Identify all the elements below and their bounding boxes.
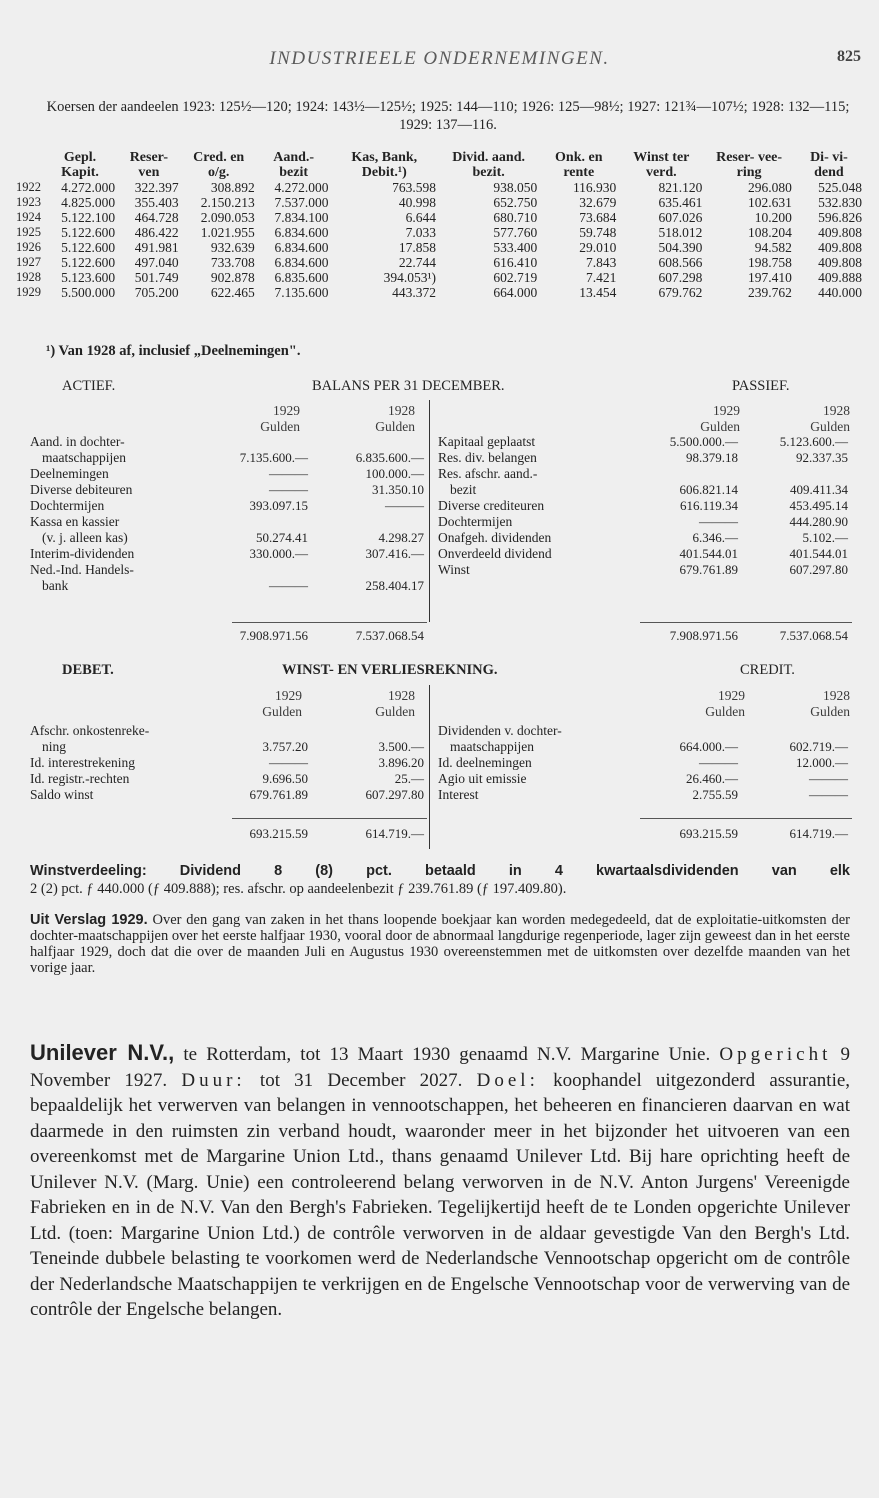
- actief-label-cont: bank: [42, 578, 69, 593]
- passief-label: Kapitaal geplaatst: [438, 434, 536, 449]
- balans-actief-unit-b: Gulden: [375, 419, 415, 434]
- actief-amount-a: 393.097.15: [249, 498, 308, 513]
- history-row: [14, 240, 864, 255]
- winst-credit-year-b: 1928: [823, 688, 850, 703]
- history-cell: 409.888: [818, 270, 862, 285]
- passief-label: Res. div. belangen: [438, 450, 537, 465]
- history-cell: 5.122.600: [61, 225, 116, 240]
- debet-amount-b: 25.—: [394, 771, 424, 786]
- credit-label: Dividenden v. dochter-: [438, 723, 562, 738]
- opgericht-value: 9 November 1927.: [30, 1044, 850, 1091]
- history-cell: 10.200: [754, 210, 792, 225]
- history-cell: 464.728: [134, 210, 179, 225]
- passief-label: Onafgeh. dividenden: [438, 530, 552, 545]
- history-cell: 443.372: [392, 285, 436, 300]
- history-cell: 7.537.000: [274, 195, 329, 210]
- debet-total-b: 614.719.—: [365, 826, 424, 841]
- history-table: [14, 150, 864, 300]
- winstverdeeling: [30, 862, 850, 898]
- actief-amount-a: ———: [269, 578, 308, 593]
- share-prices-text: Koersen der aandeelen 1923: 125½—120; 1924: 143½—125½; 1925: 144—110; 1926: 125—98½; 1927: 121¾—107½; 1928: 132—115; 1929: 137—116.: [46, 99, 850, 133]
- credit-amount-a: ———: [699, 755, 738, 770]
- history-cell: 6.834.600: [274, 255, 329, 270]
- history-year-cell: 1928: [16, 270, 41, 284]
- actief-amount-b: 100.000.—: [365, 466, 424, 481]
- passief-label-cont: bezit: [450, 482, 477, 497]
- history-cell: 40.998: [398, 195, 436, 210]
- history-cell: 607.298: [658, 270, 703, 285]
- debet-amount-a: 3.757.20: [262, 739, 308, 754]
- history-column-header: Divid. aand. bezit.: [452, 150, 525, 180]
- actief-label: Dochtermijen: [30, 498, 105, 513]
- history-cell: 308.892: [210, 180, 255, 195]
- history-cell: 596.826: [818, 210, 862, 225]
- company-location: te Rotterdam, tot 13 Maart 1930 genaamd N.V. Margarine Unie.: [183, 1044, 711, 1065]
- history-cell: 504.390: [658, 240, 703, 255]
- history-column-header: Reser- vee- ring: [716, 150, 783, 180]
- passief-amount-a: ———: [699, 514, 738, 529]
- actief-amount-b: 6.835.600.—: [355, 450, 424, 465]
- history-column-header: Kas, Bank, Debit.¹): [351, 150, 418, 180]
- history-footnote: ¹) Van 1928 af, inclusief „Deelnemingen".: [46, 343, 301, 359]
- history-column-header: Onk. en rente: [555, 150, 603, 180]
- history-year-cell: 1922: [16, 180, 41, 194]
- winst-debet-unit-a: Gulden: [262, 704, 302, 719]
- debet-title: DEBET.: [62, 662, 114, 678]
- history-cell: 322.397: [134, 180, 179, 195]
- credit-amount-b: ———: [809, 771, 848, 786]
- history-cell: 73.684: [579, 210, 617, 225]
- credit-total-rule: [640, 818, 852, 819]
- history-cell: 1.021.955: [200, 225, 255, 240]
- history-cell: 2.090.053: [200, 210, 255, 225]
- passief-total-a: 7.908.971.56: [669, 628, 738, 643]
- passief-amount-b: 453.495.14: [789, 498, 848, 513]
- duur-label: Duur:: [181, 1069, 246, 1091]
- winst-credit-unit-a: Gulden: [705, 704, 745, 719]
- history-cell: 4.272.000: [274, 180, 329, 195]
- verslag-text: Over den gang van zaken in het thans loopende boekjaar kan worden medegedeeld, dat de exploitatie-uitkomsten der dochter-maatschappijen over het eerste halfjaar 1930, vooral door de abnormaal langdurige regenperiode, lager zijn geweest dan in het eerste halfjaar 1929, doch dat die over de maanden Juli en Augustus 1930 overeenstemmen met de uitkomsten over dezelfde maanden van het vorige jaar.: [30, 912, 851, 976]
- actief-label: Ned.-Ind. Handels-: [30, 562, 134, 577]
- actief-label: Aand. in dochter-: [30, 434, 125, 449]
- passief-amount-a: 98.379.18: [686, 450, 738, 465]
- credit-label-cont: maatschappijen: [450, 739, 534, 754]
- debet-amount-a: 9.696.50: [262, 771, 308, 786]
- actief-amount-b: ———: [385, 498, 424, 513]
- history-cell: 22.744: [398, 255, 436, 270]
- history-year-cell: 1927: [16, 255, 41, 269]
- history-cell: 116.930: [572, 180, 617, 195]
- history-cell: 5.123.600: [61, 270, 116, 285]
- passief-total-b: 7.537.068.54: [779, 628, 848, 643]
- winst-title: WINST- EN VERLIESREKNING.: [282, 662, 498, 678]
- history-cell: 821.120: [658, 180, 703, 195]
- history-cell: 652.750: [493, 195, 538, 210]
- winstverdeeling-rest: 2 (2) pct. ƒ 440.000 (ƒ 409.888); res. afschr. op aandeelenbezit ƒ 239.761.89 (ƒ 197.409.80).: [30, 881, 567, 897]
- history-column-header: Cred. en o/g.: [193, 150, 245, 180]
- history-cell: 108.204: [747, 225, 792, 240]
- history-cell: 622.465: [210, 285, 255, 300]
- debet-label: Saldo winst: [30, 787, 94, 802]
- passief-amount-a: 606.821.14: [679, 482, 738, 497]
- history-cell: 679.762: [658, 285, 703, 300]
- history-cell: 7.843: [585, 255, 617, 270]
- debet-label: Id. interestrekening: [30, 755, 135, 770]
- history-cell: 409.808: [818, 240, 862, 255]
- winst-divider: [429, 685, 430, 849]
- history-cell: 705.200: [134, 285, 179, 300]
- actief-amount-b: 4.298.27: [378, 530, 424, 545]
- history-cell: 5.122.600: [61, 240, 116, 255]
- actief-label-cont: maatschappijen: [42, 450, 126, 465]
- history-cell: 608.566: [658, 255, 703, 270]
- actief-label: Deelnemingen: [30, 466, 109, 481]
- history-cell: 6.834.600: [274, 240, 329, 255]
- passief-amount-b: 5.102.—: [802, 530, 848, 545]
- history-cell: 7.033: [405, 225, 436, 240]
- debet-label: Afschr. onkostenreke-: [30, 723, 150, 738]
- passief-amount-a: 679.761.89: [679, 562, 738, 577]
- history-cell: 607.026: [658, 210, 703, 225]
- history-column-header: Aand.- bezit: [273, 150, 315, 180]
- actief-total-rule: [232, 622, 427, 623]
- history-cell: 6.644: [405, 210, 436, 225]
- balans-title: BALANS PER 31 DECEMBER.: [312, 378, 505, 394]
- actief-amount-a: ———: [269, 482, 308, 497]
- history-cell: 239.762: [747, 285, 792, 300]
- passief-amount-b: 607.297.80: [789, 562, 848, 577]
- history-cell: 6.835.600: [274, 270, 329, 285]
- history-row: [14, 225, 864, 240]
- debet-total-a: 693.215.59: [249, 826, 308, 841]
- history-cell: 486.422: [134, 225, 179, 240]
- winst-debet-unit-b: Gulden: [375, 704, 415, 719]
- history-cell: 635.461: [658, 195, 703, 210]
- history-cell: 491.981: [134, 240, 179, 255]
- passief-amount-b: 5.123.600.—: [779, 434, 848, 449]
- history-cell: 602.719: [493, 270, 538, 285]
- history-row: [14, 270, 864, 285]
- passief-amount-a: 616.119.34: [679, 498, 738, 513]
- actief-amount-a: 330.000.—: [249, 546, 308, 561]
- actief-amount-b: 307.416.—: [365, 546, 424, 561]
- winst-credit-unit-b: Gulden: [810, 704, 850, 719]
- credit-amount-a: 26.460.—: [686, 771, 738, 786]
- credit-total-b: 614.719.—: [789, 826, 848, 841]
- history-column-header: Winst ter verd.: [633, 150, 690, 180]
- balans-actief-year-b: 1928: [388, 403, 415, 418]
- winst-debet-year-b: 1928: [388, 688, 415, 703]
- history-cell: 4.825.000: [61, 195, 116, 210]
- history-cell: 680.710: [493, 210, 538, 225]
- debet-amount-b: 3.500.—: [378, 739, 424, 754]
- passief-amount-b: 92.337.35: [796, 450, 848, 465]
- history-cell: 198.758: [747, 255, 792, 270]
- passief-label: Diverse crediteuren: [438, 498, 545, 513]
- history-cell: 763.598: [392, 180, 436, 195]
- history-cell: 2.150.213: [200, 195, 255, 210]
- debet-label-cont: ning: [42, 739, 67, 754]
- passief-label: Onverdeeld dividend: [438, 546, 552, 561]
- balans-actief-year-a: 1929: [273, 403, 300, 418]
- balans-passief-year-b: 1928: [823, 403, 850, 418]
- actief-amount-a: 50.274.41: [256, 530, 308, 545]
- balans-passief-year-a: 1929: [713, 403, 740, 418]
- history-cell: 7.834.100: [274, 210, 329, 225]
- history-cell: 532.830: [818, 195, 862, 210]
- history-column-header: Reser- ven: [129, 150, 169, 180]
- history-year-cell: 1924: [16, 210, 41, 224]
- history-cell: 394.053¹): [383, 270, 436, 285]
- passief-amount-a: 5.500.000.—: [669, 434, 738, 449]
- debet-amount-b: 3.896.20: [378, 755, 424, 770]
- verslag-label: Uit Verslag 1929.: [30, 912, 148, 928]
- history-row: [14, 255, 864, 270]
- history-year-cell: 1923: [16, 195, 41, 209]
- history-cell: 6.834.600: [274, 225, 329, 240]
- history-cell: 29.010: [579, 240, 617, 255]
- credit-label: Id. deelnemingen: [438, 755, 532, 770]
- doel-label: Doel:: [476, 1069, 539, 1091]
- history-cell: 440.000: [818, 285, 862, 300]
- running-header: INDUSTRIEELE ONDERNEMINGEN.: [269, 48, 610, 69]
- actief-amount-b: 258.404.17: [365, 578, 424, 593]
- actief-total-b: 7.537.068.54: [355, 628, 424, 643]
- history-cell: 4.272.000: [61, 180, 116, 195]
- history-column-header: [14, 150, 43, 180]
- page-number: 825: [837, 48, 861, 65]
- history-cell: 902.878: [210, 270, 255, 285]
- history-row: [14, 195, 864, 210]
- history-row: [14, 285, 864, 300]
- credit-title: CREDIT.: [740, 662, 795, 678]
- history-cell: 355.403: [134, 195, 179, 210]
- history-cell: 197.410: [747, 270, 792, 285]
- passief-label: Dochtermijen: [438, 514, 513, 529]
- credit-amount-b: ———: [809, 787, 848, 802]
- credit-label: Interest: [438, 787, 479, 802]
- history-cell: 102.631: [747, 195, 792, 210]
- winst-credit-year-a: 1929: [718, 688, 745, 703]
- balans-divider: [429, 400, 430, 622]
- history-cell: 501.749: [134, 270, 179, 285]
- history-cell: 17.858: [398, 240, 436, 255]
- history-header-row: [14, 150, 864, 180]
- balans-passief-unit-b: Gulden: [810, 419, 850, 434]
- credit-amount-a: 2.755.59: [692, 787, 738, 802]
- history-cell: 518.012: [658, 225, 703, 240]
- passief-amount-a: 6.346.—: [692, 530, 738, 545]
- history-year-cell: 1926: [16, 240, 41, 254]
- passief-amount-b: 444.280.90: [789, 514, 848, 529]
- history-cell: 5.500.000: [61, 285, 116, 300]
- verslag-paragraph: [30, 912, 850, 976]
- history-cell: 733.708: [210, 255, 255, 270]
- opgericht-label: Opgericht: [719, 1044, 832, 1065]
- debet-label: Id. registr.-rechten: [30, 771, 130, 786]
- debet-amount-a: ———: [269, 755, 308, 770]
- winstverdeeling-lead: Winstverdeeling: Dividend 8 (8) pct. betaald in 4 kwartaalsdividenden van elk: [30, 863, 850, 879]
- passief-title: PASSIEF.: [732, 378, 790, 394]
- debet-total-rule: [232, 818, 427, 819]
- history-cell: 13.454: [579, 285, 617, 300]
- history-cell: 59.748: [579, 225, 617, 240]
- history-row: [14, 210, 864, 225]
- history-cell: 94.582: [754, 240, 792, 255]
- actief-label: Kassa en kassier: [30, 514, 120, 529]
- history-cell: 938.050: [493, 180, 538, 195]
- history-cell: 533.400: [493, 240, 538, 255]
- credit-total-a: 693.215.59: [679, 826, 738, 841]
- history-year-cell: 1925: [16, 225, 41, 239]
- history-year-cell: 1929: [16, 285, 41, 299]
- balans-passief-unit-a: Gulden: [700, 419, 740, 434]
- balans-actief-unit-a: Gulden: [260, 419, 300, 434]
- passief-label: Winst: [438, 562, 470, 577]
- actief-title: ACTIEF.: [62, 378, 116, 394]
- passief-label: Res. afschr. aand.-: [438, 466, 538, 481]
- passief-amount-b: 409.411.34: [789, 482, 848, 497]
- company-name: Unilever N.V.,: [30, 1040, 175, 1065]
- history-cell: 616.410: [493, 255, 538, 270]
- actief-amount-a: 7.135.600.—: [239, 450, 308, 465]
- history-cell: 525.048: [818, 180, 862, 195]
- history-cell: 577.760: [493, 225, 538, 240]
- debet-amount-b: 607.297.80: [365, 787, 424, 802]
- passief-amount-b: 401.544.01: [789, 546, 848, 561]
- history-cell: 5.122.100: [61, 210, 116, 225]
- unilever-entry: [30, 1040, 850, 1323]
- credit-amount-a: 664.000.—: [679, 739, 738, 754]
- actief-total-a: 7.908.971.56: [239, 628, 308, 643]
- history-column-header: Di- vi- dend: [810, 150, 848, 180]
- history-cell: 409.808: [818, 255, 862, 270]
- history-cell: 296.080: [747, 180, 792, 195]
- debet-amount-a: 679.761.89: [249, 787, 308, 802]
- actief-label-cont: (v. j. alleen kas): [42, 530, 128, 545]
- actief-label: Interim-dividenden: [30, 546, 135, 561]
- history-cell: 7.135.600: [274, 285, 329, 300]
- history-cell: 497.040: [134, 255, 179, 270]
- history-cell: 5.122.600: [61, 255, 116, 270]
- history-cell: 7.421: [585, 270, 617, 285]
- history-cell: 932.639: [210, 240, 255, 255]
- passief-total-rule: [640, 622, 852, 623]
- history-row: [14, 180, 864, 195]
- credit-label: Agio uit emissie: [438, 771, 527, 786]
- actief-amount-a: ———: [269, 466, 308, 481]
- duur-value: tot 31 December 2027.: [259, 1069, 463, 1091]
- actief-amount-b: 31.350.10: [372, 482, 424, 497]
- doel-text: koophandel uitgezonderd assurantie, bepaaldelijk het verwerven van belangen in vennootschappen, het beheeren en financieren daarvan en wat daarmede in den ruimsten zin verband houdt, waaronder meer in het bijzonder het uitvoeren van een overeenkomst met de Margarine Union Ltd., thans genaamd Unilever Ltd. Bij hare oprichting heeft de Unilever N.V. (Marg. Unie) een controleerend belang verworven in de N.V. Anton Jurgens' Vereenigde Fabrieken en in de N.V. Van den Bergh's Fabrieken. Tegelijkertijd heeft de te Londen opgerichte Unilever Ltd. (toen: Margarine Union Ltd.) de contrôle verworven in de aldaar gevestigde Van den Bergh's Ltd. Teneinde dubbele belasting te voorkomen werd de Nederlandsche Vennootschap opgericht om de contrôle der Nederlandsche Maatschappijen te verkrijgen en de Engelsche Vennootschap voor de verwerving van de contrôle der Engelsche belangen.: [30, 1069, 851, 1320]
- credit-amount-b: 602.719.—: [789, 739, 848, 754]
- history-cell: 664.000: [493, 285, 538, 300]
- credit-amount-b: 12.000.—: [796, 755, 848, 770]
- history-cell: 409.808: [818, 225, 862, 240]
- winst-debet-year-a: 1929: [275, 688, 302, 703]
- history-column-header: Gepl. Kapit.: [61, 150, 99, 180]
- history-cell: 32.679: [579, 195, 617, 210]
- passief-amount-a: 401.544.01: [679, 546, 738, 561]
- actief-label: Diverse debiteuren: [30, 482, 133, 497]
